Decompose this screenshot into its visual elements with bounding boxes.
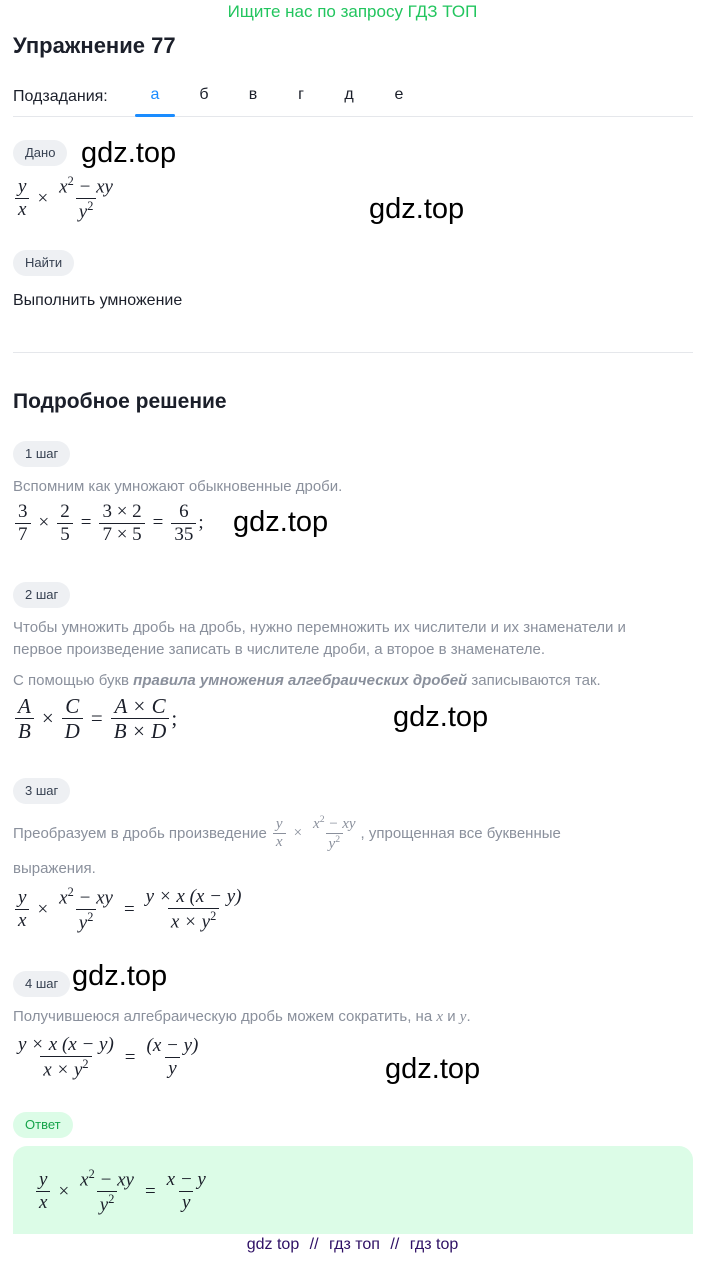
step-2-text-3: С помощью букв правила умножения алгебраических дробей записываются так.	[13, 672, 601, 689]
subtasks-label: Подзадания:	[13, 88, 108, 105]
tab-a[interactable]: а	[150, 86, 160, 103]
tab-v[interactable]: в	[248, 86, 258, 103]
tab-e[interactable]: е	[394, 86, 404, 103]
given-expression: $\frac{y}{x}$ × $\frac{x^2 - xy}{y^2}$	[13, 174, 118, 223]
step-4-badge: 4 шаг	[13, 971, 70, 997]
tabs-divider	[13, 116, 693, 117]
step-3-expression: $\frac{y}{x}$ × $\frac{x^2 - xy}{y^2}$ = $\frac{y \times x (x - y)}{x \times y^2}$	[13, 885, 246, 934]
step-4-text: Получившеюся алгебраическую дробь можем сократить, на x и y.	[13, 1008, 471, 1025]
inline-expression: $\frac{y}{x}$ × $\frac{x^2 - xy}{y^2}$	[271, 814, 361, 854]
watermark: gdz.top	[72, 960, 168, 992]
find-badge: Найти	[13, 250, 74, 276]
step-1-text: Вспомним как умножают обыкновенные дроби.	[13, 478, 343, 495]
watermark: gdz.top	[393, 701, 489, 733]
section-divider	[13, 352, 693, 353]
solution-title: Подробное решение	[13, 390, 227, 413]
watermark: gdz.top	[385, 1053, 481, 1085]
tab-b[interactable]: б	[199, 86, 209, 103]
step-2-expression: $\frac{A}{B}$ × $\frac{C}{D}$ = $\frac{A \times C}{B \times D}$ ;	[13, 694, 177, 743]
footer-link-gdz-top-mixed[interactable]: гдз top	[409, 1236, 459, 1253]
page-title: Упражнение 77	[13, 33, 176, 58]
watermark: gdz.top	[81, 137, 177, 169]
footer-separator: //	[390, 1236, 400, 1253]
promo-banner: Ищите нас по запросу ГДЗ ТОП	[227, 2, 478, 21]
find-text: Выполнить умножение	[13, 292, 183, 309]
step-2-badge: 2 шаг	[13, 582, 70, 608]
step-3-text-2: выражения.	[13, 860, 96, 877]
footer-link-gdz-top[interactable]: gdz top	[246, 1236, 300, 1253]
watermark: gdz.top	[369, 193, 465, 225]
step-1-expression: $\frac{3}{7}$ × $\frac{2}{5}$ = $\frac{3 \times 2}{7 \times 5}$ = $\frac{6}{35}$ ;	[13, 501, 204, 546]
step-3-badge: 3 шаг	[13, 778, 70, 804]
tab-g[interactable]: г	[298, 86, 304, 103]
answer-expression: $\frac{y}{x}$ × $\frac{x^2 - xy}{y^2}$ = $\frac{x - y}{y}$	[34, 1167, 211, 1216]
step-4-expression: $\frac{y \times x (x - y)}{x \times y^2}$ = $\frac{(x - y)}{y}$	[18, 1034, 199, 1081]
step-2-text-1: Чтобы умножить дробь на дробь, нужно перемножить их числители и их знаменатели и	[13, 619, 626, 636]
footer-separator: //	[309, 1236, 319, 1253]
step-3-text: Преобразуем в дробь произведение $\frac{y}{x}$ × $\frac{x^2 - xy}{y^2}$ , упрощенная все буквенные	[13, 814, 561, 853]
footer-links	[0, 1236, 705, 1254]
footer-link-gdz-top-ru[interactable]: гдз топ	[329, 1236, 380, 1253]
answer-badge: Ответ	[13, 1112, 73, 1138]
step-1-badge: 1 шаг	[13, 441, 70, 467]
watermark: gdz.top	[233, 506, 329, 538]
given-badge: Дано	[13, 140, 67, 166]
step-2-text-2: первое произведение записать в числителе дроби, а второе в знаменателе.	[13, 641, 545, 658]
active-tab-indicator	[135, 114, 175, 117]
tab-d[interactable]: д	[344, 86, 354, 103]
